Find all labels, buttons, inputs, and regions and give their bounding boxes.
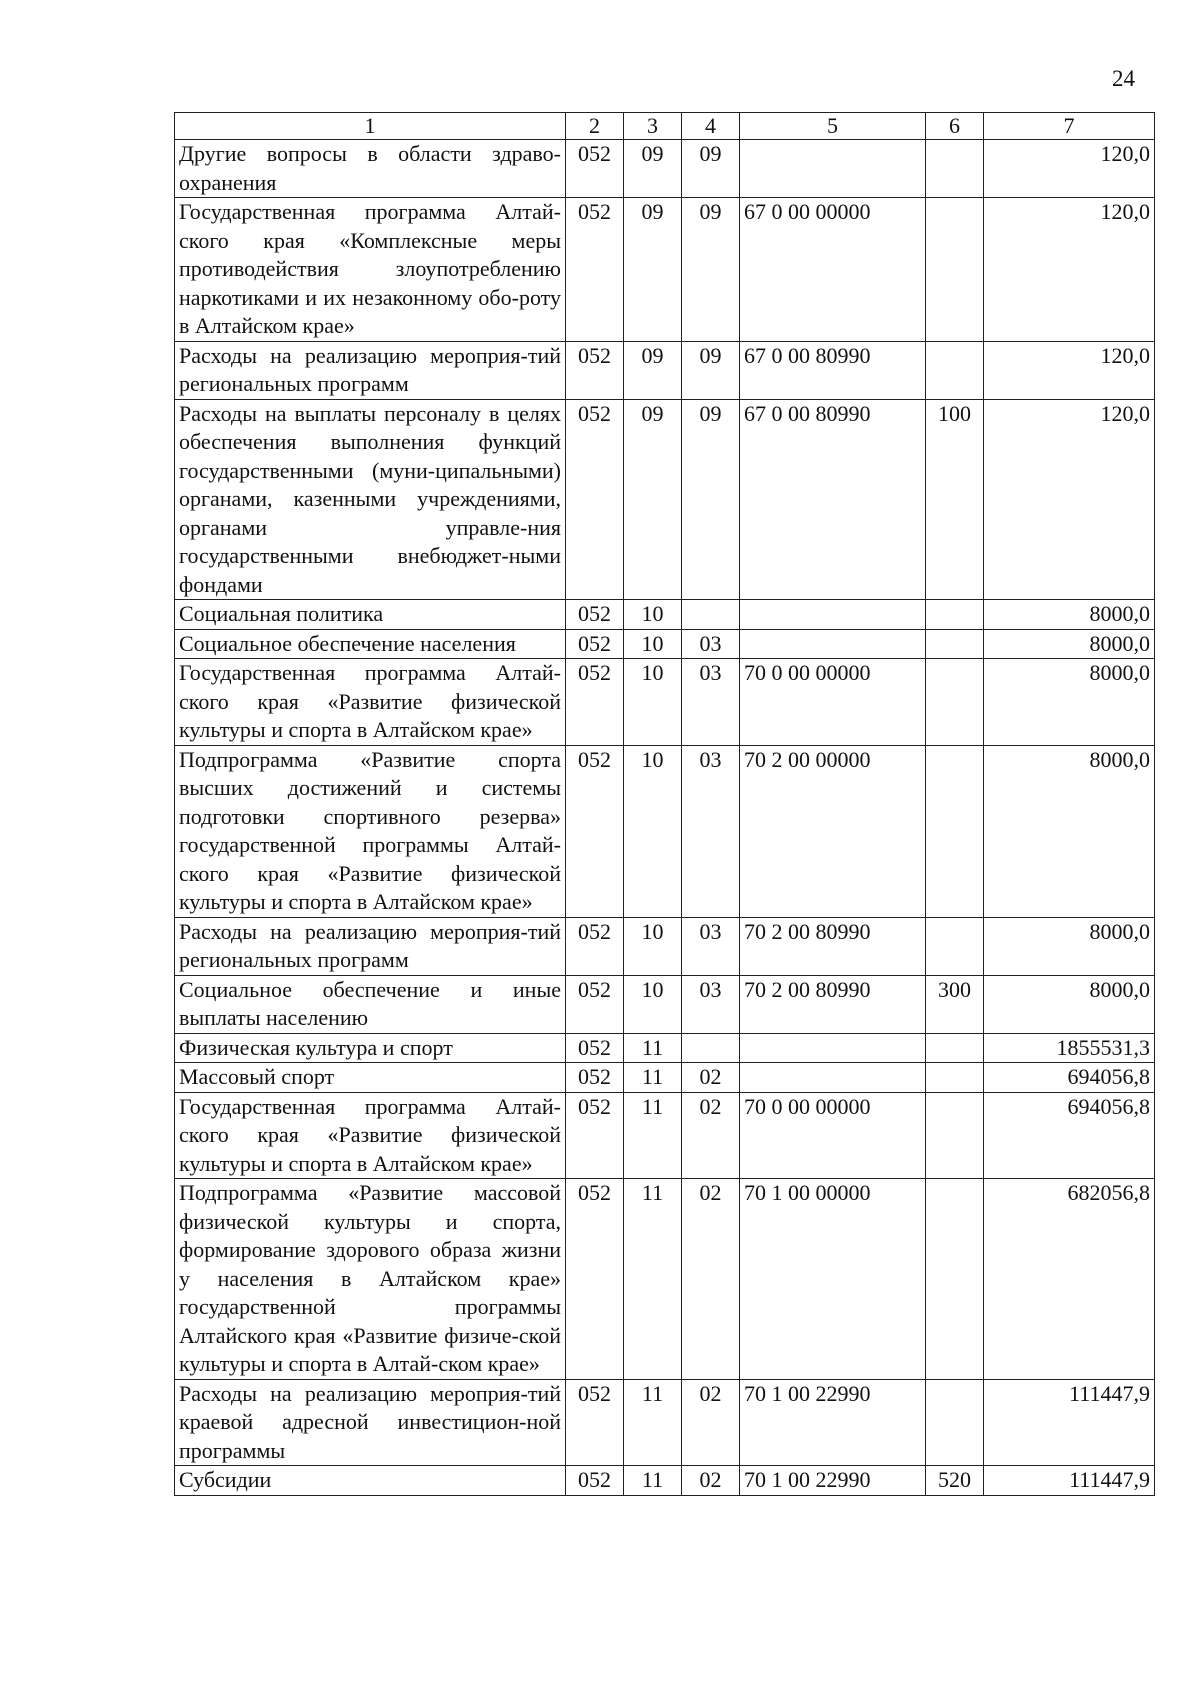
target-article-code: 70 2 00 00000 — [740, 745, 926, 917]
ministry-code: 052 — [566, 198, 624, 342]
ministry-code: 052 — [566, 1033, 624, 1063]
table-row — [175, 917, 1155, 975]
table-row — [175, 399, 1155, 600]
ministry-code: 052 — [566, 1092, 624, 1179]
table-row — [175, 629, 1155, 659]
ministry-code: 052 — [566, 975, 624, 1033]
expense-type-code — [926, 917, 984, 975]
item-name: Социальная политика — [175, 600, 566, 630]
section-code: 09 — [624, 198, 682, 342]
item-name: Государственная программа Алтай-ского края «Развитие физической культуры и спорта в Алтайском крае» — [175, 659, 566, 746]
subsection-code: 03 — [682, 917, 740, 975]
expense-type-code: 520 — [926, 1466, 984, 1496]
subsection-code: 03 — [682, 659, 740, 746]
target-article-code — [740, 1033, 926, 1063]
amount: 120,0 — [984, 140, 1155, 198]
table-row — [175, 1466, 1155, 1496]
item-name: Подпрограмма «Развитие массовой физической культуры и спорта, формирование здорового образа жизни у населения в Алтайском крае» государственной программы Алтайского края «Развитие физиче-ской культуры и спорта в Алтай-ском крае» — [175, 1179, 566, 1380]
section-code: 11 — [624, 1466, 682, 1496]
table-row — [175, 600, 1155, 630]
item-name: Социальное обеспечение населения — [175, 629, 566, 659]
expense-type-code: 300 — [926, 975, 984, 1033]
ministry-code: 052 — [566, 1179, 624, 1380]
expense-type-code — [926, 659, 984, 746]
table-row — [175, 140, 1155, 198]
section-code: 11 — [624, 1092, 682, 1179]
amount: 120,0 — [984, 198, 1155, 342]
target-article-code: 67 0 00 00000 — [740, 198, 926, 342]
section-code: 09 — [624, 341, 682, 399]
table-row — [175, 659, 1155, 746]
amount: 8000,0 — [984, 629, 1155, 659]
page-number: 24 — [1112, 66, 1135, 91]
expense-type-code — [926, 600, 984, 630]
expense-type-code — [926, 1033, 984, 1063]
target-article-code — [740, 1063, 926, 1093]
expense-type-code — [926, 341, 984, 399]
expense-type-code: 100 — [926, 399, 984, 600]
table-row — [175, 1033, 1155, 1063]
subsection-code: 02 — [682, 1466, 740, 1496]
ministry-code: 052 — [566, 600, 624, 630]
section-code: 10 — [624, 745, 682, 917]
amount: 694056,8 — [984, 1092, 1155, 1179]
item-name: Субсидии — [175, 1466, 566, 1496]
target-article-code: 70 0 00 00000 — [740, 659, 926, 746]
table-row — [175, 745, 1155, 917]
target-article-code — [740, 629, 926, 659]
column-header-1: 1 — [175, 113, 566, 140]
target-article-code — [740, 140, 926, 198]
column-header-7: 7 — [984, 113, 1155, 140]
item-name: Другие вопросы в области здраво-охранения — [175, 140, 566, 198]
section-code: 10 — [624, 659, 682, 746]
expense-type-code — [926, 1092, 984, 1179]
ministry-code: 052 — [566, 745, 624, 917]
amount: 111447,9 — [984, 1379, 1155, 1466]
target-article-code: 70 2 00 80990 — [740, 975, 926, 1033]
subsection-code: 02 — [682, 1379, 740, 1466]
subsection-code: 09 — [682, 198, 740, 342]
item-name: Расходы на выплаты персоналу в целях обеспечения выполнения функций государственными (муни-ципальными) органами, казенными учреждениями, органами управле-ния государственными внебюджет-ными фондами — [175, 399, 566, 600]
ministry-code: 052 — [566, 917, 624, 975]
expense-type-code — [926, 1063, 984, 1093]
subsection-code: 02 — [682, 1179, 740, 1380]
amount: 8000,0 — [984, 600, 1155, 630]
target-article-code: 67 0 00 80990 — [740, 341, 926, 399]
subsection-code: 03 — [682, 629, 740, 659]
amount: 682056,8 — [984, 1179, 1155, 1380]
amount: 8000,0 — [984, 975, 1155, 1033]
ministry-code: 052 — [566, 659, 624, 746]
section-code: 11 — [624, 1179, 682, 1380]
target-article-code: 70 0 00 00000 — [740, 1092, 926, 1179]
section-code: 11 — [624, 1033, 682, 1063]
ministry-code: 052 — [566, 399, 624, 600]
target-article-code: 70 1 00 22990 — [740, 1466, 926, 1496]
amount: 1855531,3 — [984, 1033, 1155, 1063]
expense-type-code — [926, 1179, 984, 1380]
subsection-code — [682, 1033, 740, 1063]
amount: 120,0 — [984, 341, 1155, 399]
amount: 8000,0 — [984, 659, 1155, 746]
subsection-code: 02 — [682, 1063, 740, 1093]
subsection-code — [682, 600, 740, 630]
table-row — [175, 341, 1155, 399]
amount: 8000,0 — [984, 745, 1155, 917]
ministry-code: 052 — [566, 140, 624, 198]
section-code: 11 — [624, 1379, 682, 1466]
target-article-code: 70 1 00 00000 — [740, 1179, 926, 1380]
amount: 8000,0 — [984, 917, 1155, 975]
item-name: Подпрограмма «Развитие спорта высших достижений и системы подготовки спортивного резерва» государственной программы Алтай-ского края «Развитие физической культуры и спорта в Алтайском крае» — [175, 745, 566, 917]
subsection-code: 03 — [682, 975, 740, 1033]
ministry-code: 052 — [566, 1379, 624, 1466]
column-header-2: 2 — [566, 113, 624, 140]
item-name: Физическая культура и спорт — [175, 1033, 566, 1063]
ministry-code: 052 — [566, 1466, 624, 1496]
column-header-3: 3 — [624, 113, 682, 140]
table-row — [175, 1063, 1155, 1093]
header-row — [175, 113, 1155, 140]
section-code: 10 — [624, 629, 682, 659]
section-code: 10 — [624, 917, 682, 975]
table-row — [175, 1179, 1155, 1380]
expense-type-code — [926, 1379, 984, 1466]
column-header-6: 6 — [926, 113, 984, 140]
item-name: Социальное обеспечение и иные выплаты населению — [175, 975, 566, 1033]
table-row — [175, 198, 1155, 342]
table-row — [175, 1379, 1155, 1466]
expense-type-code — [926, 629, 984, 659]
item-name: Государственная программа Алтай-ского края «Комплексные меры противодействия злоупотреблению наркотиками и их незаконному обо-роту в Алтайском крае» — [175, 198, 566, 342]
target-article-code: 70 1 00 22990 — [740, 1379, 926, 1466]
subsection-code: 02 — [682, 1092, 740, 1179]
subsection-code: 09 — [682, 140, 740, 198]
budget-table — [174, 112, 1155, 1496]
column-header-5: 5 — [740, 113, 926, 140]
amount: 694056,8 — [984, 1063, 1155, 1093]
ministry-code: 052 — [566, 341, 624, 399]
item-name: Расходы на реализацию мероприя-тий региональных программ — [175, 341, 566, 399]
section-code: 10 — [624, 975, 682, 1033]
amount: 120,0 — [984, 399, 1155, 600]
item-name: Массовый спорт — [175, 1063, 566, 1093]
subsection-code: 09 — [682, 341, 740, 399]
expense-type-code — [926, 140, 984, 198]
expense-type-code — [926, 198, 984, 342]
table-body — [175, 140, 1155, 1496]
item-name: Расходы на реализацию мероприя-тий краевой адресной инвестицион-ной программы — [175, 1379, 566, 1466]
section-code: 09 — [624, 399, 682, 600]
subsection-code: 09 — [682, 399, 740, 600]
item-name: Государственная программа Алтай-ского края «Развитие физической культуры и спорта в Алтайском крае» — [175, 1092, 566, 1179]
subsection-code: 03 — [682, 745, 740, 917]
column-header-4: 4 — [682, 113, 740, 140]
table-row — [175, 975, 1155, 1033]
target-article-code: 67 0 00 80990 — [740, 399, 926, 600]
ministry-code: 052 — [566, 1063, 624, 1093]
table-row — [175, 1092, 1155, 1179]
section-code: 11 — [624, 1063, 682, 1093]
section-code: 09 — [624, 140, 682, 198]
item-name: Расходы на реализацию мероприя-тий региональных программ — [175, 917, 566, 975]
ministry-code: 052 — [566, 629, 624, 659]
target-article-code: 70 2 00 80990 — [740, 917, 926, 975]
section-code: 10 — [624, 600, 682, 630]
target-article-code — [740, 600, 926, 630]
expense-type-code — [926, 745, 984, 917]
amount: 111447,9 — [984, 1466, 1155, 1496]
